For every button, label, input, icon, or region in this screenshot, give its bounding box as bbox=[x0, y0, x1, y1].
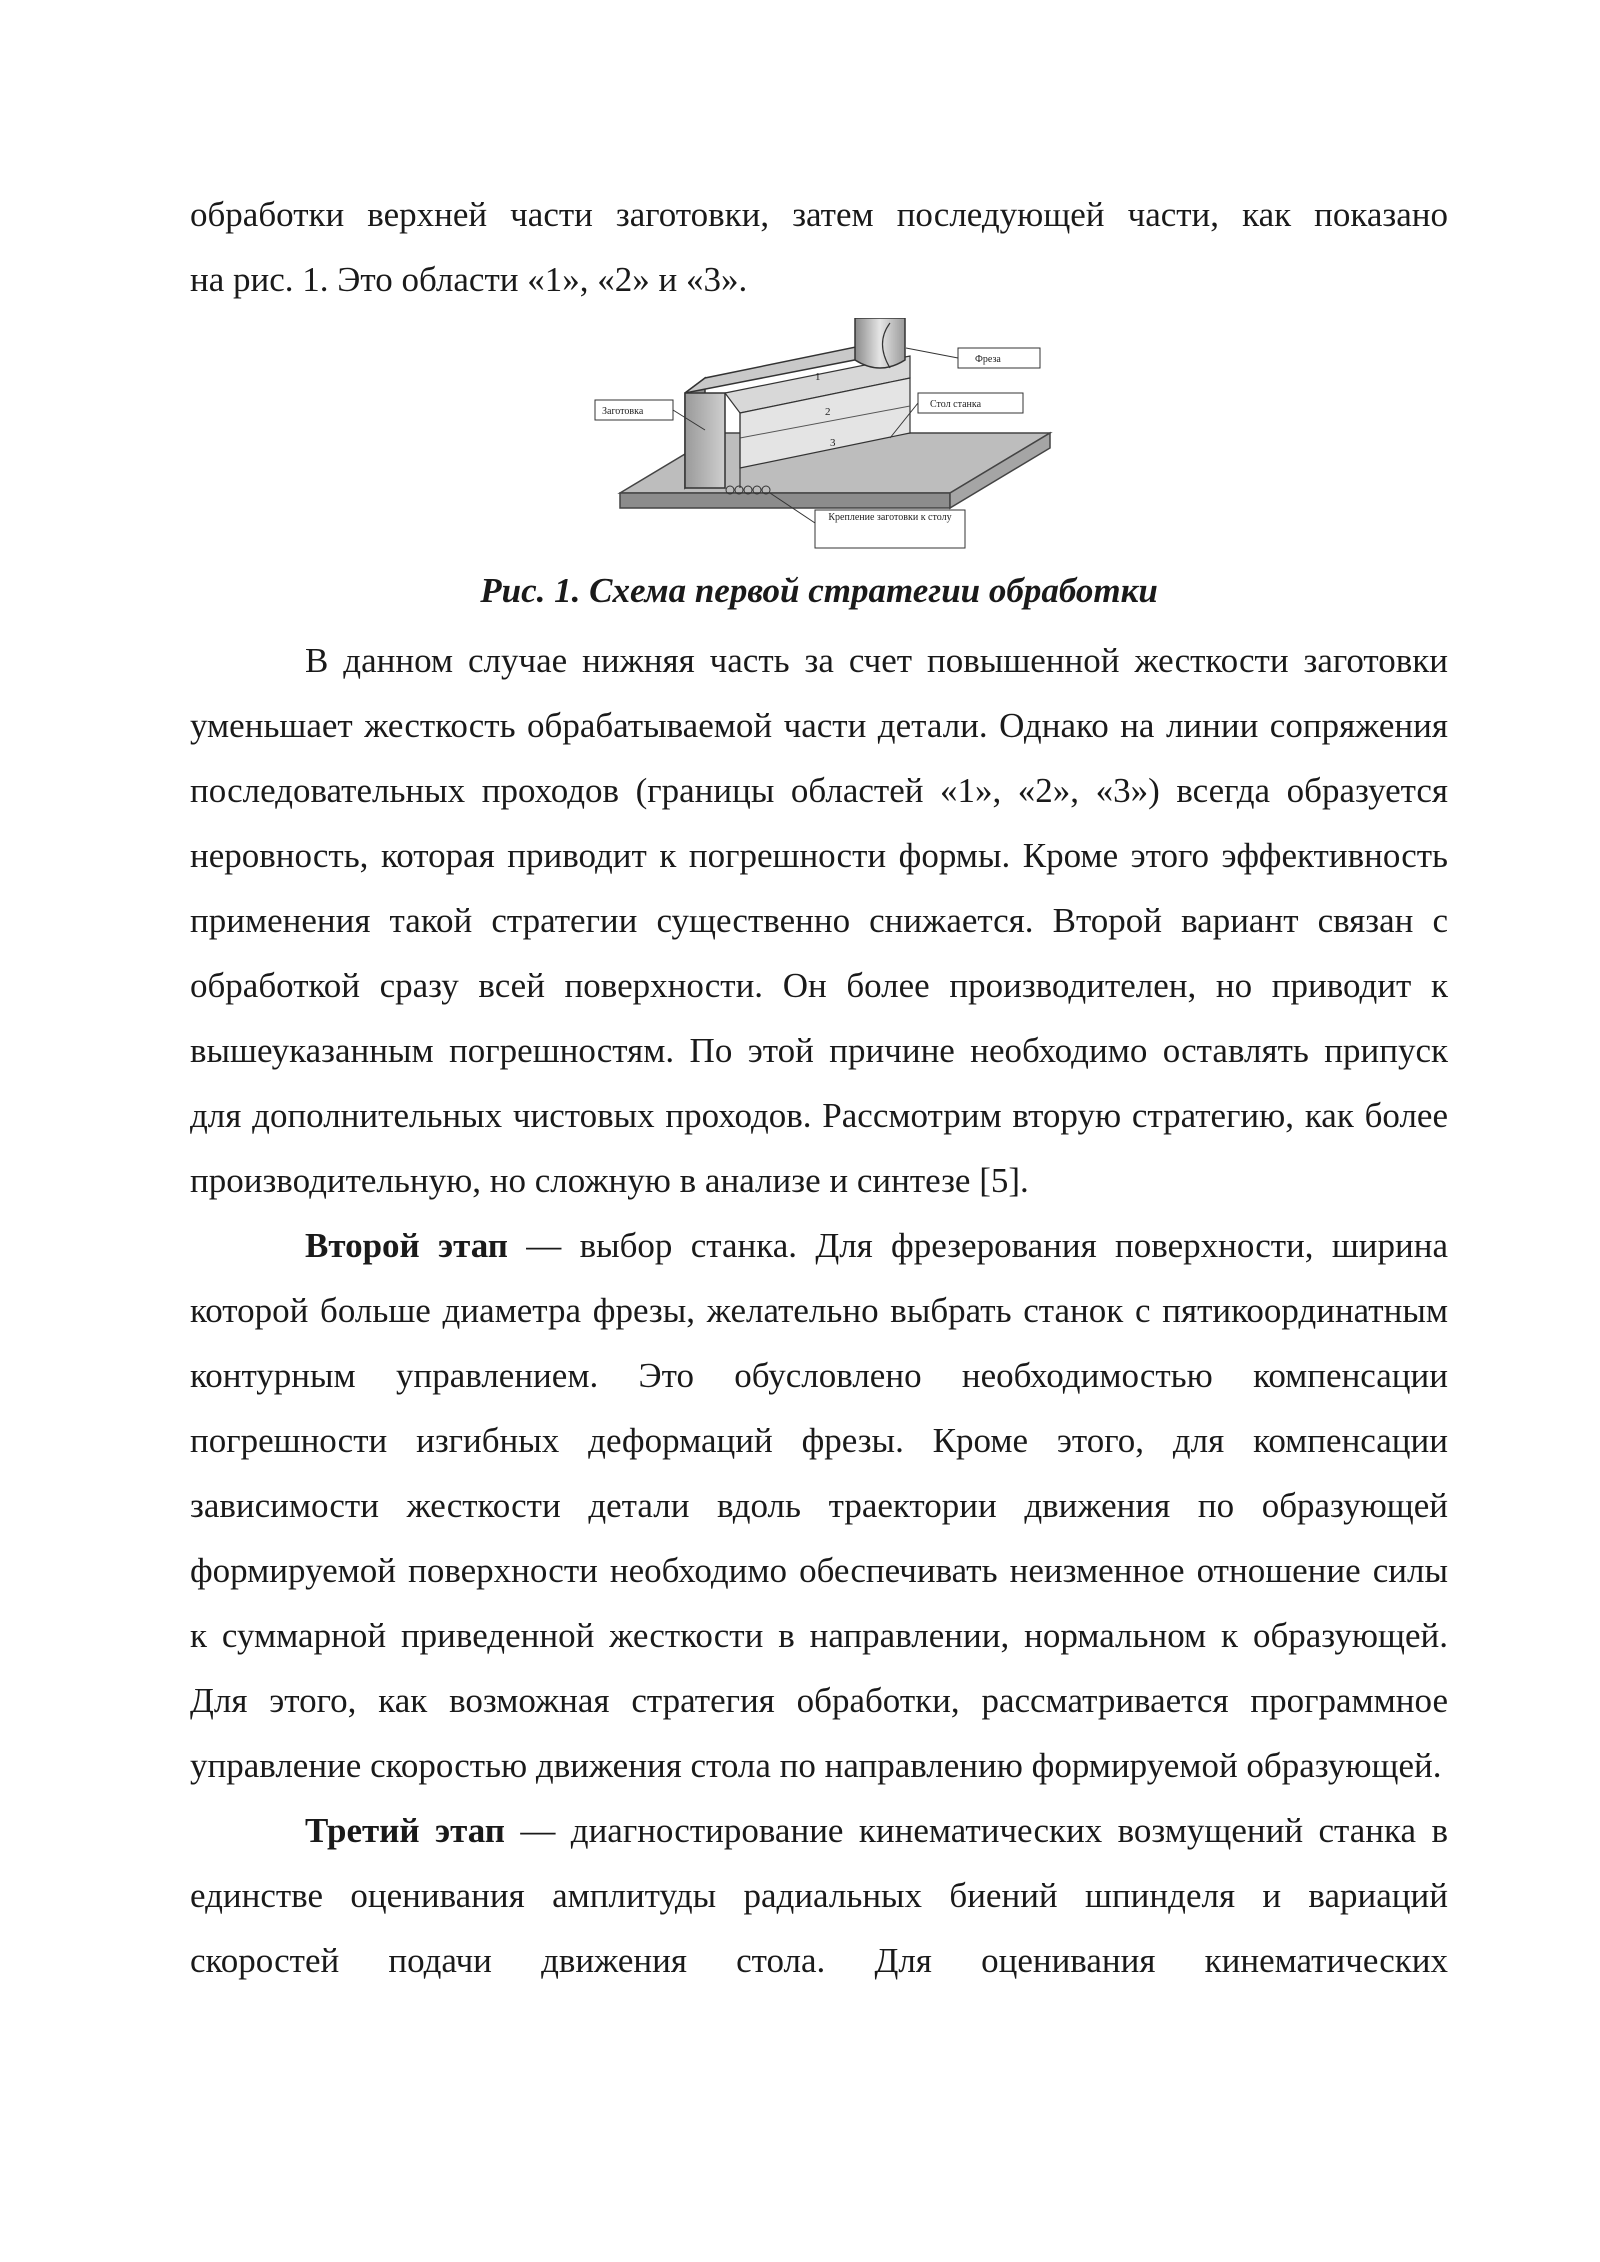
figure-caption: Рис. 1. Схема первой стратегии обработки bbox=[480, 571, 1158, 610]
paragraph-3 bbox=[190, 1798, 1448, 1993]
paragraph-2 bbox=[190, 1213, 1448, 1798]
intro-paragraph bbox=[190, 182, 1448, 312]
paragraph-3-text: — диагностирование кинематических возмущений станка в единстве оценивания амплитуды радиальных биений шпинделя и вариаций скоростей подачи движения стола. Для оценивания кинематических bbox=[190, 1811, 1448, 1980]
cutter-icon bbox=[855, 318, 905, 368]
fixing-label: Крепление заготовки к столу bbox=[828, 512, 952, 523]
paragraph-1: В данном случае нижняя часть за счет повышенной жесткости заготовки уменьшает жесткость обрабатываемой части детали. Однако на линии сопряжения последовательных проходов (границы областей «1», «2», «3») всегда образуется неровность, которая приводит к погрешности формы. Кроме этого эффективность применения такой стратегии существенно снижается. Второй вариант связан с обработкой сразу всей поверхности. Он более производителен, но приводит к вышеуказанным погрешностям. По этой причине необходимо оставлять припуск для дополнительных чистовых проходов. Рассмотрим вторую стратегию, как более производительную, но сложную в анализе и синтезе [5]. bbox=[190, 641, 1448, 1200]
workpiece-label: Заготовка bbox=[602, 406, 644, 417]
intro-line-1: обработки верхней части заготовки, затем последующей части, как показано bbox=[190, 195, 1448, 234]
table-label: Стол станка bbox=[930, 399, 982, 410]
region-2-label: 2 bbox=[825, 406, 831, 418]
paragraph-2-bold: Второй этап bbox=[305, 1226, 508, 1265]
figure-machining-scheme bbox=[590, 318, 1060, 553]
machine-table-front bbox=[620, 493, 950, 508]
machining-scheme-diagram bbox=[590, 318, 1060, 553]
paragraph-2-text: — выбор станка. Для фрезерования поверхности, ширина которой больше диаметра фрезы, желательно выбрать станок с пятикоординатным контурным управлением. Это обусловлено необходимостью компенсации погрешности изгибных деформаций фрезы. Кроме этого, для компенсации зависимости жесткости детали вдоль траектории движения по образующей формируемой поверхности необходимо обеспечивать неизменное отношение силы к суммарной приведенной жесткости в направлении, нормальном к образующей. Для этого, как возможная стратегия обработки, рассматривается программное управление скоростью движения стола по направлению формируемой образующей. bbox=[190, 1226, 1449, 1785]
region-1-label: 1 bbox=[815, 371, 821, 383]
intro-line-2: на рис. 1. Это области «1», «2» и «3». bbox=[190, 260, 748, 299]
cutter-label: Фреза bbox=[975, 354, 1001, 365]
paragraph-3-bold: Третий этап bbox=[305, 1811, 505, 1850]
body-text bbox=[190, 628, 1448, 1993]
region-3-label: 3 bbox=[830, 437, 836, 449]
